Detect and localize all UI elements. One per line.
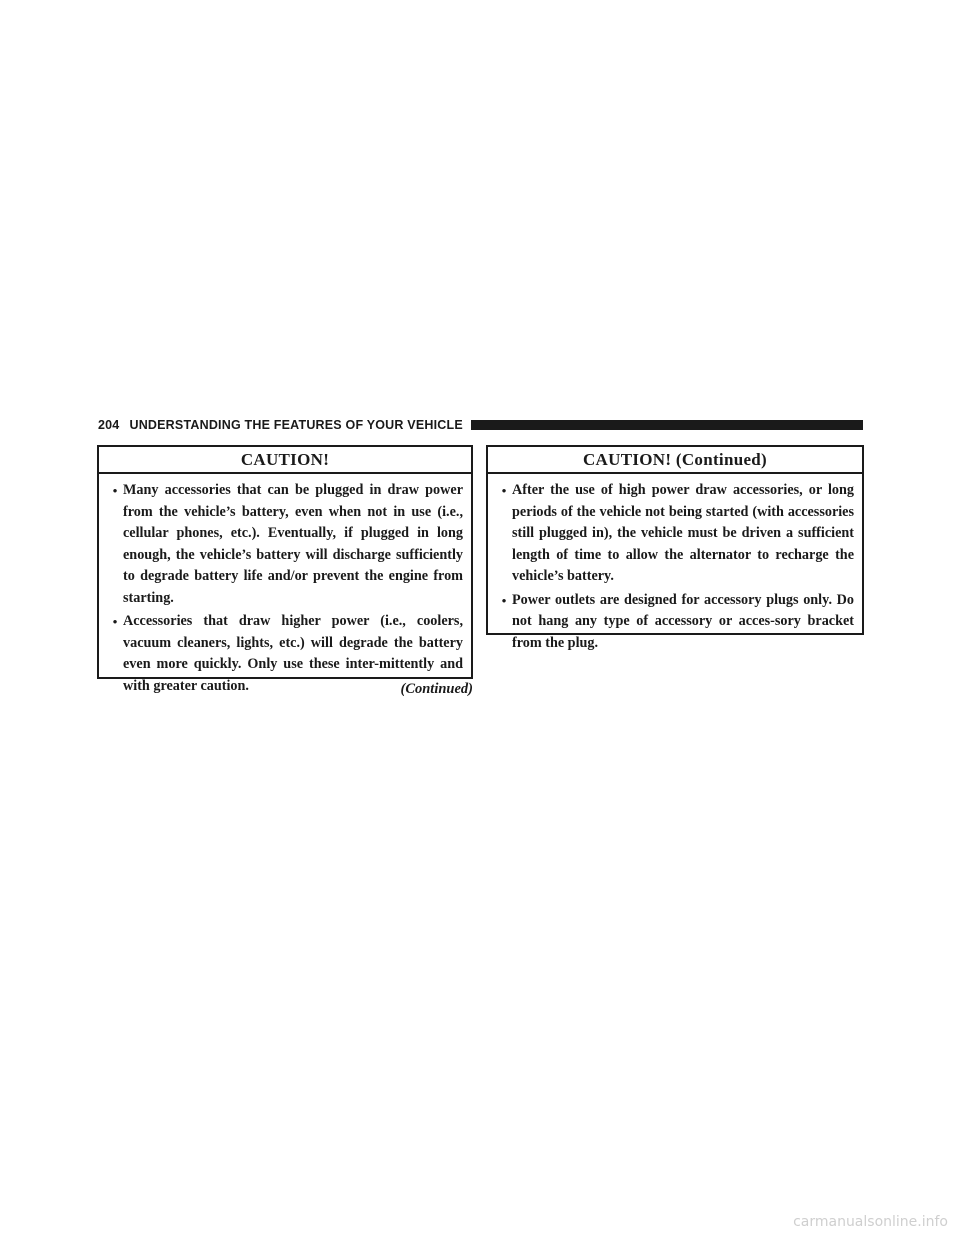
caution-item-text: Power outlets are designed for accessory plugs only. Do not hang any type of accessory or acces-sory bracket from the plug. (512, 591, 854, 651)
caution-title-continued: CAUTION! (Continued) (488, 447, 862, 474)
continued-label: (Continued) (400, 681, 473, 697)
bullet-icon: • (112, 483, 118, 498)
caution-item (496, 480, 854, 588)
caution-list (99, 474, 471, 697)
caution-title: CAUTION! (99, 447, 471, 474)
caution-item-text: Accessories that draw higher power (i.e., coolers, vacuum cleaners, lights, etc.) will degrade the battery even more quickly. Only use these inter-mittently and with greater caution. (123, 613, 463, 694)
watermark: carmanualsonline.info (793, 1214, 948, 1230)
caution-item-text: Many accessories that can be plugged in draw power from the vehicle’s battery, even when not in use (i.e., cellular phones, etc.). Eventually, if plugged in long enough, the vehicle’s battery will discharge sufficiently to degrade battery life and/or prevent the engine from starting. (123, 482, 463, 606)
page-header (98, 417, 863, 433)
section-title: UNDERSTANDING THE FEATURES OF YOUR VEHICLE (129, 418, 463, 432)
bullet-icon: • (501, 592, 507, 608)
page-number: 204 (98, 418, 120, 432)
header-rule (471, 420, 863, 430)
bullet-icon: • (501, 483, 507, 498)
bullet-icon: • (112, 614, 118, 629)
caution-item (496, 590, 854, 655)
caution-item-text: After the use of high power draw accessories, or long periods of the vehicle not being started (with accessories still plugged in), the vehicle must be driven a sufficient length of time to allow the alternator to recharge the vehicle’s battery. (512, 482, 854, 584)
caution-box-right (486, 445, 864, 651)
caution-item (107, 480, 463, 609)
caution-list (488, 474, 862, 654)
